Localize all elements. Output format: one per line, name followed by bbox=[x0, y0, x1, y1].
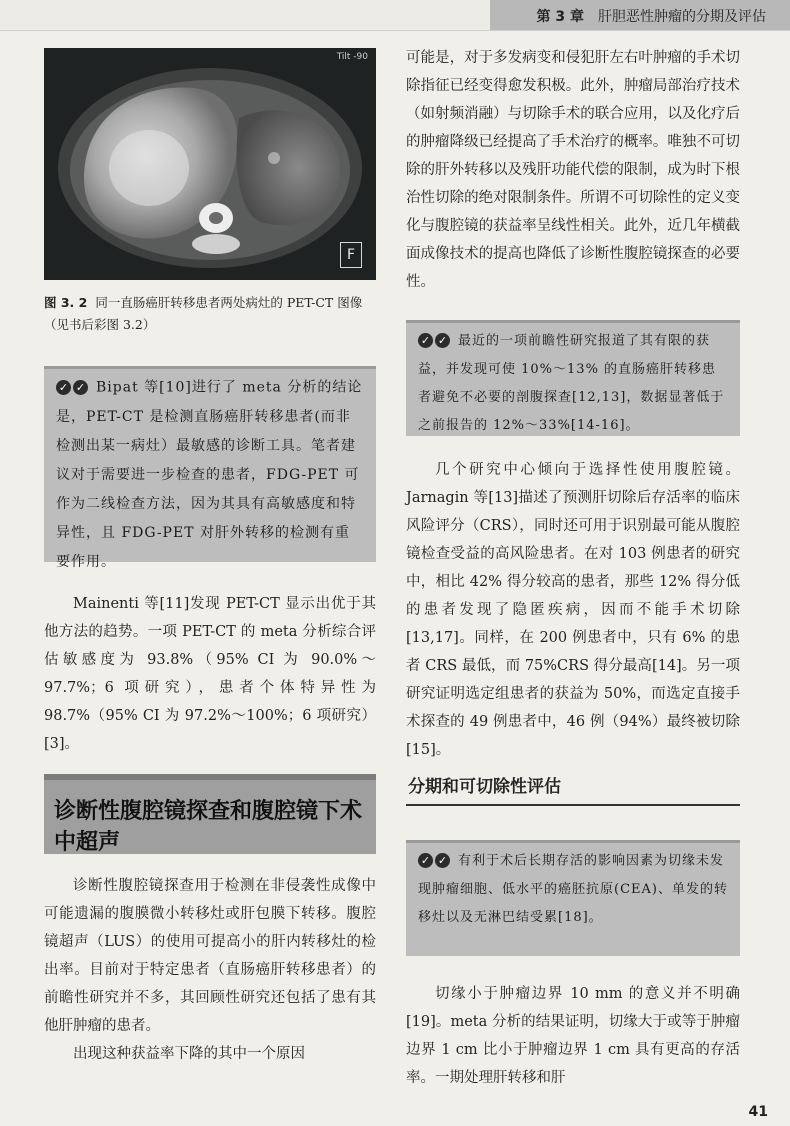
paragraph-right-3 bbox=[406, 980, 740, 1092]
paragraph-text: Mainenti 等[11]发现 PET-CT 显示出优于其他方法的趋势。一项 PET-CT 的 meta 分析综合评估敏感度为 93.8%（95% CI 为 90.0%～97.7%；6 项研究），患者个体特异性为 98.7%（95% CI 为 97.2%～100%；6 项研究）[3]。 bbox=[44, 596, 376, 752]
tilt-label: Tilt -90 bbox=[336, 52, 368, 62]
figure-caption-text: 同一直肠癌肝转移患者两处病灶的 PET-CT 图像（见书后彩图 3.2） bbox=[44, 295, 363, 332]
key-point-box-3 bbox=[406, 840, 740, 956]
section-heading-staging: 分期和可切除性评估 bbox=[406, 772, 740, 806]
header-chapter: 第 3 章 bbox=[536, 9, 584, 25]
header-title: 肝胆恶性肿瘤的分期及评估 bbox=[598, 9, 766, 25]
ct-scan-image bbox=[44, 48, 376, 280]
page-number: 41 bbox=[748, 1104, 768, 1120]
key-point-text-2: 最近的一项前瞻性研究报道了其有限的获益，并发现可使 10%～13% 的直肠癌肝转移患者避免不必要的剖腹探查[12,13]，数据显著低于之前报告的 12%～33%[14-16]。 bbox=[418, 333, 725, 433]
double-check-icon: ✓ ✓ bbox=[418, 327, 452, 355]
paragraph-right-1 bbox=[406, 44, 740, 296]
key-point-box-1 bbox=[44, 366, 376, 570]
paragraph-text: 几个研究中心倾向于选择性使用腹腔镜。Jarnagin 等[13]描述了预测肝切除后存活率的临床风险评分（CRS），同时还可用于识别最可能从腹腔镜检查受益的高风险患者。在对 103 例患者的研究中，相比 42% 得分较高的患者，那些 12% 得分低的患者发现了隐匿疾病，因而不能手术切除[13,17]。同样，在 200 例患者中，只有 6% 的患者 CRS 最低，而 75%CRS 得分最高[14]。另一项研究证明选定组患者的获益为 50%，而选定直接手术探查的 49 例患者中，46 例（94%）最终被切除[15]。 bbox=[406, 462, 740, 758]
key-point-text-3: 有利于术后长期存活的影响因素为切缘未发现肿瘤细胞、低水平的癌胚抗原(CEA)、单发的转移灶以及无淋巴结受累[18]。 bbox=[418, 853, 728, 925]
figure-label: 图 3. 2 bbox=[44, 295, 88, 310]
paragraph-text: 切缘小于肿瘤边界 10 mm 的意义并不明确[19]。meta 分析的结果证明，切缘大于或等于肿瘤边界 1 cm 比小于肿瘤边界 1 cm 具有更高的存活率。一期处理肝转移和肝 bbox=[406, 986, 740, 1086]
section-heading-laparoscopy: 诊断性腹腔镜探查和腹腔镜下术中超声 bbox=[44, 774, 376, 854]
key-point-box-2 bbox=[406, 320, 740, 436]
figure-caption bbox=[44, 292, 378, 336]
key-point-text-1: Bipat 等[10]进行了 meta 分析的结论是，PET-CT 是检测直肠癌肝转移患者(而非检测出某一病灶）最敏感的诊断工具。笔者建议对于需要进一步检查的患者，FDG-PET 可作为二线检查方法，因为其具有高敏感度和特异性，且 FDG-PET 对肝外转移的检测有重要作用。 bbox=[56, 379, 363, 570]
paragraph-left-2 bbox=[44, 872, 376, 1068]
paragraph-text: 可能是，对于多发病变和侵犯肝左右叶肿瘤的手术切除指征已经变得愈发积极。此外，肿瘤局部治疗技术（如射频消融）与切除手术的联合应用，以及化疗后的肿瘤降级已经提高了手术治疗的概率。唯独不可切除的肝外转移以及残肝功能代偿的限制，成为时下根治性切除的绝对限制条件。所谓不可切除性的定义变化与腹腔镜的获益率呈线性相关。此外，近几年横截面成像技术的提高也降低了诊断性腹腔镜探查的必要性。 bbox=[406, 50, 740, 290]
paragraph-right-2 bbox=[406, 456, 740, 764]
figure-corner-letter: F bbox=[340, 242, 362, 268]
paragraph-left-1 bbox=[44, 590, 376, 758]
running-header bbox=[0, 0, 790, 31]
header-text bbox=[537, 6, 767, 26]
paragraph-text: 诊断性腹腔镜探查用于检测在非侵袭性成像中可能遗漏的腹膜微小转移灶或肝包膜下转移。腹腔镜超声（LUS）的使用可提高小的肝内转移灶的检出率。目前对于特定患者（直肠癌肝转移患者）的前瞻性研究并不多，其回顾性研究还包括了患有其他肝肿瘤的患者。 bbox=[44, 878, 376, 1034]
double-check-icon: ✓ ✓ bbox=[418, 847, 452, 875]
paragraph-text: 出现这种获益率下降的其中一个原因 bbox=[73, 1046, 305, 1062]
pet-ct-figure bbox=[44, 48, 376, 280]
double-check-icon: ✓ ✓ bbox=[56, 373, 90, 402]
